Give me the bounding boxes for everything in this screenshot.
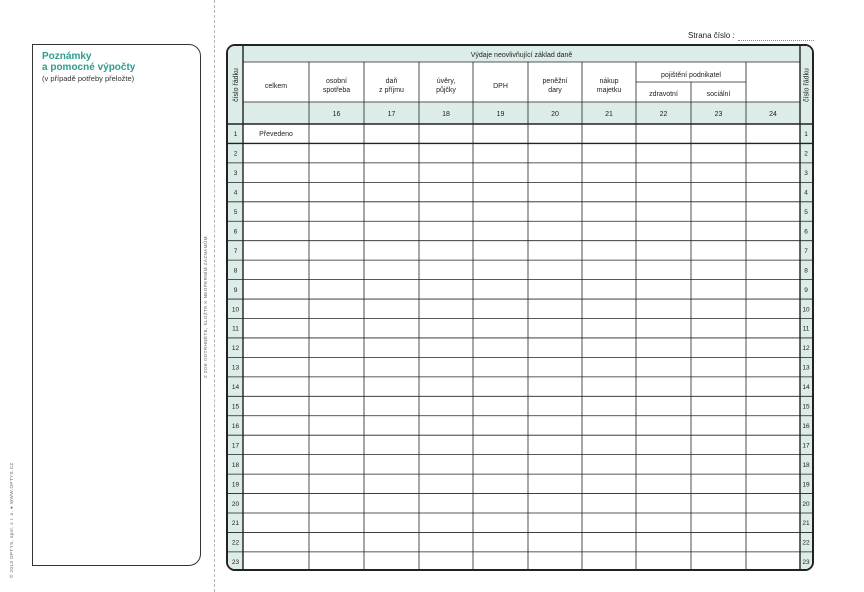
row-number-right: 7 — [804, 247, 808, 255]
row-number-right: 21 — [802, 520, 810, 528]
row-number-right: 2 — [804, 150, 808, 158]
column-label: z příjmu — [379, 87, 404, 94]
row-number-right: 3 — [804, 170, 808, 178]
row-number-right: 13 — [802, 364, 810, 372]
row-number-left: 1 — [233, 131, 238, 139]
row-label-right: číslo řádku — [803, 68, 811, 102]
row-number-left: 11 — [232, 325, 239, 333]
notes-title-line1: Poznámky — [42, 51, 92, 62]
column-label: zdravotní — [649, 91, 678, 98]
ledger-table — [226, 44, 814, 571]
column-number: 21 — [605, 111, 613, 118]
row-number-right: 12 — [802, 345, 810, 353]
row-number-left: 16 — [231, 422, 240, 430]
notes-box[interactable] — [32, 44, 201, 566]
column-number: 20 — [551, 111, 559, 118]
notes-title-line2: a pomocné výpočty — [42, 62, 136, 73]
row-number-left: 3 — [233, 170, 238, 178]
row-number-right: 11 — [802, 325, 810, 333]
row-number-left: 4 — [233, 189, 238, 197]
column-label: celkem — [264, 83, 288, 90]
row-number-right: 16 — [802, 422, 810, 430]
row-number-right: 18 — [802, 461, 810, 469]
row-number-left: 15 — [231, 403, 240, 411]
cut-line — [214, 0, 215, 592]
row-number-left: 6 — [233, 228, 238, 236]
cut-note: Z ZDE ODTRHNĚTE, SLOŽTE K NEOPERNÍM ZÁZNAMŮM — [203, 236, 208, 378]
column-label: úvěry, — [436, 78, 456, 85]
row-number-right: 5 — [804, 209, 808, 217]
column-label: osobní — [325, 78, 348, 85]
row-number-right: 22 — [802, 539, 810, 547]
row-number-left: 5 — [233, 209, 238, 217]
row-number-right: 6 — [804, 228, 808, 236]
row-number-left: 12 — [231, 345, 240, 353]
row-label-left: číslo řádku — [233, 68, 240, 102]
row-number-left: 23 — [231, 559, 240, 567]
row-number-left: 21 — [231, 520, 240, 528]
row-number-left: 8 — [233, 267, 238, 275]
column-number: 22 — [659, 111, 668, 118]
column-number: 17 — [387, 111, 396, 118]
row-number-right: 14 — [802, 384, 810, 392]
column-label: daň — [385, 78, 398, 85]
ledger-grid — [228, 46, 812, 569]
insurance-header: pojištění podnikatel — [661, 72, 721, 79]
carried-over-label: Převedeno — [259, 131, 293, 139]
row-number-right: 9 — [804, 286, 808, 294]
row-number-left: 18 — [231, 461, 240, 469]
group-header: Výdaje neovlivňující základ daně — [470, 52, 573, 59]
column-label: majetku — [596, 87, 622, 94]
notes-title — [42, 51, 192, 73]
column-number: 19 — [496, 111, 505, 118]
notes-subtitle: (v případě potřeby přeložte) — [42, 74, 135, 83]
row-number-right: 15 — [802, 403, 810, 411]
row-number-left: 19 — [231, 481, 240, 489]
page-number-label: Strana číslo : — [688, 31, 735, 40]
row-number-left: 13 — [231, 364, 240, 372]
row-number-left: 22 — [231, 539, 240, 547]
row-number-left: 7 — [233, 247, 238, 255]
row-number-left: 9 — [233, 286, 238, 294]
row-number-right: 23 — [802, 559, 810, 567]
column-label: dary — [548, 87, 562, 94]
page-number-field[interactable] — [738, 40, 814, 41]
row-number-right: 20 — [802, 500, 810, 508]
column-label: nákup — [599, 78, 619, 85]
row-number-right: 4 — [804, 189, 808, 197]
column-number: 16 — [332, 111, 341, 118]
row-number-left: 17 — [231, 442, 240, 450]
column-label: DPH — [493, 83, 508, 90]
column-number: 18 — [442, 111, 450, 118]
column-number: 23 — [714, 111, 723, 118]
column-label: spotřeba — [322, 87, 351, 94]
row-number-left: 2 — [233, 150, 238, 158]
row-number-left: 10 — [231, 306, 240, 314]
row-number-left: 14 — [231, 384, 240, 392]
row-number-right: 19 — [802, 481, 810, 489]
copyright: © 2013 OPTYS, spol. s r. o. ● WWW.OPTYS.CZ — [9, 462, 14, 578]
column-label: peněžní — [542, 78, 568, 85]
row-number-left: 20 — [231, 500, 240, 508]
row-number-right: 10 — [802, 306, 810, 314]
row-number-right: 8 — [804, 267, 808, 275]
row-number-right: 1 — [804, 131, 808, 139]
column-label: sociální — [706, 91, 731, 98]
column-label: půjčky — [436, 87, 456, 94]
row-number-right: 17 — [802, 442, 810, 450]
column-number: 24 — [769, 111, 777, 118]
